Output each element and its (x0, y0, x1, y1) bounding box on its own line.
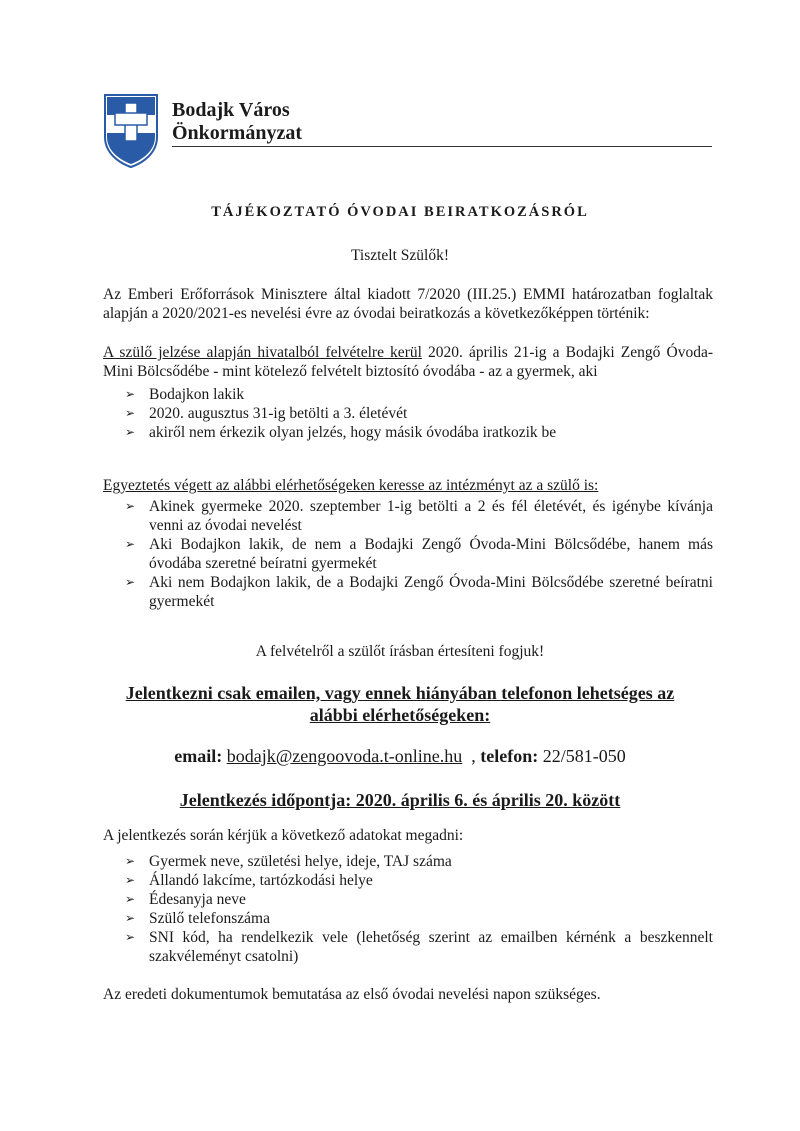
arrow-bullet-icon: ➢ (125, 911, 136, 925)
arrow-bullet-icon: ➢ (125, 892, 136, 906)
arrow-bullet-icon: ➢ (125, 537, 136, 551)
list-item: ➢ Bodajkon lakik (125, 386, 245, 403)
notice: A felvételről a szülőt írásban értesíteni fogjuk! (255, 643, 545, 660)
intro-paragraph: Az Emberi Erőforrások Minisztere által kiadott 7/2020 (III.25.) EMMI határozatban foglaltak alapján a 2020/2021-es nevelési évre az óvodai beiratkozás a következőképpen történik: (103, 286, 713, 322)
contact-line: email: bodajk@zengoovoda.t-online.hu , telefon: 22/581-050 (174, 746, 626, 766)
arrow-bullet-icon: ➢ (125, 387, 136, 401)
section1-list (103, 385, 713, 442)
arrow-bullet-icon: ➢ (125, 499, 136, 513)
list-item: ➢ akiről nem érkezik olyan jelzés, hogy másik óvodába iratkozik be (125, 424, 557, 441)
list-item: ➢ 2020. augusztus 31-ig betölti a 3. életévét (125, 405, 408, 422)
section1-rest: 2020. április 21-ig a Bodajki Zengő Óvoda-Mini Bölcsődébe - mint kötelező felvételt biztosító óvodába - az a gyermek, aki (103, 344, 713, 380)
list-item: ➢ Állandó lakcíme, tartózkodási helye (125, 872, 373, 889)
section1-paragraph (103, 343, 713, 381)
closing-paragraph: Az eredeti dokumentumok bemutatása az első óvodai nevelési napon szükséges. (103, 986, 601, 1003)
list-item: ➢ Aki nem Bodajkon lakik, de a Bodajki Zengő Óvoda-Mini Bölcsődébe szeretné beíratni gyermekét (125, 574, 713, 610)
list-item: ➢ Akinek gyermeke 2020. szeptember 1-ig betölti a 2 és fél életévét, és igénybe kívánja venni az óvodai nevelést (125, 498, 713, 534)
list-item: ➢ Szülő telefonszáma (125, 910, 270, 927)
list-item: ➢ Édesanyja neve (125, 891, 246, 908)
section1-underlined: A szülő jelzése alapján hivatalból felvételre kerül (103, 344, 422, 361)
arrow-bullet-icon: ➢ (125, 406, 136, 420)
arrow-bullet-icon: ➢ (125, 425, 136, 439)
data-intro: A jelentkezés során kérjük a következő adatokat megadni: (103, 827, 464, 844)
section2-heading: Egyeztetés végett az alábbi elérhetőségeken keresse az intézményt az a szülő is: (103, 477, 599, 494)
document-title: TÁJÉKOZTATÓ ÓVODAI BEIRATKOZÁSRÓL (211, 204, 589, 220)
apply-instruction-line-1: Jelentkezni csak emailen, vagy ennek hiányában telefonon lehetséges az (125, 683, 675, 703)
greeting: Tisztelt Szülők! (350, 247, 450, 264)
cross-shield-icon (103, 93, 159, 169)
apply-instruction-line-2: alábbi elérhetőségeken: (309, 705, 491, 725)
phone-label: telefon: (480, 746, 539, 766)
email-link[interactable]: bodajk@zengoovoda.t-online.hu (226, 746, 463, 766)
list-item: ➢ SNI kód, ha rendelkezik vele (lehetőség szerint az emailben kérnénk a beszkennelt szakvéleményt csatolni) (125, 929, 713, 965)
list-item: ➢ Aki Bodajkon lakik, de nem a Bodajki Zengő Óvoda-Mini Bölcsődébe, hanem más óvodába szeretné beíratni gyermekét (125, 536, 713, 572)
arrow-bullet-icon: ➢ (125, 854, 136, 868)
phone-number: 22/581-050 (542, 746, 626, 766)
application-deadline: Jelentkezés időpontja: 2020. április 6. és április 20. között (179, 790, 621, 810)
arrow-bullet-icon: ➢ (125, 930, 136, 944)
organization-name (172, 99, 302, 145)
list-item: ➢ Gyermek neve, születési helye, ideje, TAJ száma (125, 853, 452, 870)
header-rule (172, 146, 712, 147)
data-list (103, 852, 713, 966)
org-line-1: Bodajk Város (172, 99, 290, 121)
email-label: email: (174, 746, 223, 766)
arrow-bullet-icon: ➢ (125, 575, 136, 589)
section2-list (103, 497, 713, 611)
org-line-2: Önkormányzat (172, 122, 302, 144)
arrow-bullet-icon: ➢ (125, 873, 136, 887)
